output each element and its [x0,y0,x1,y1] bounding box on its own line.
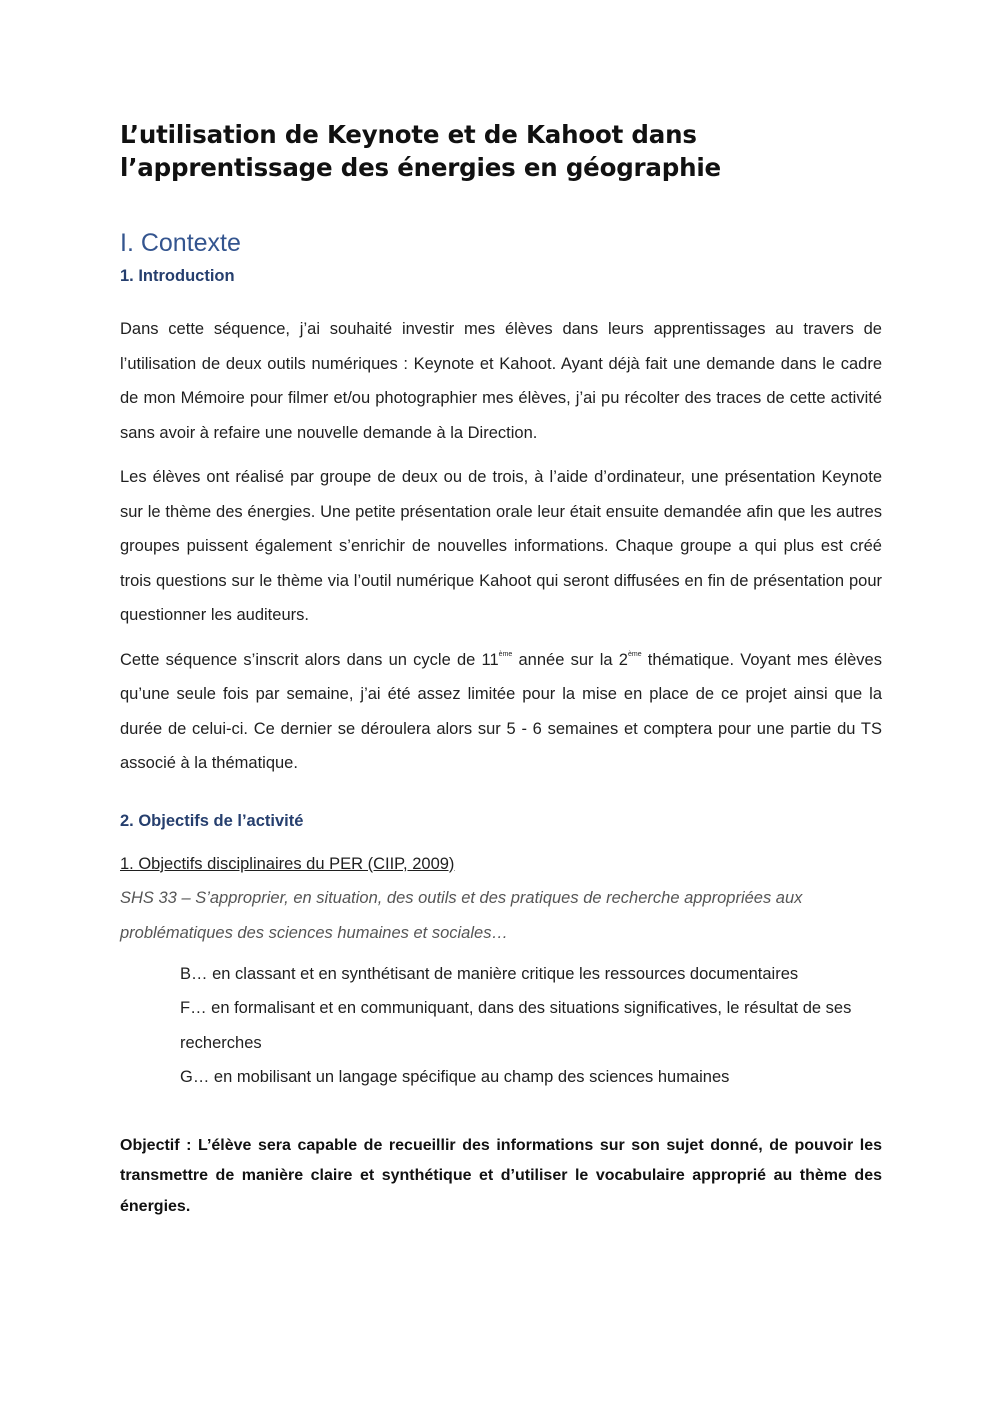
page-content [120,118,882,1222]
superscript-eme-2: ème [627,650,642,658]
objectives-list [180,957,882,1095]
subheading-introduction: 1. Introduction [120,267,235,285]
list-item: F… en formalisant et en communiquant, dans des situations significatives, le résultat de ses recherches [180,999,852,1052]
section-heading-contexte: I. Contexte [120,229,241,257]
paragraph3-part3: thématique. Voyant mes élèves qu’une seule fois par semaine, j’ai été assez limitée pour la mise en place de ce projet ainsi que la durée de celui-ci. Ce dernier se déroulera alors sur 5 - 6 semaines et comptera pour une partie du TS associé à la thématique. [120,650,882,772]
intro-paragraph-1: Dans cette séquence, j’ai souhaité investir mes élèves dans leurs apprentissages au travers de l’utilisation de deux outils numériques : Keynote et Kahoot. Ayant déjà fait une demande dans le cadre de mon Mémoire pour filmer et/ou photographier mes élèves, j’ai pu récolter des traces de cette activité sans avoir à refaire une nouvelle demande à la Direction. [120,320,882,442]
paragraph3-part1: Cette séquence s’inscrit alors dans un cycle de 11 [120,650,499,669]
subheading-objectifs-per: 1. Objectifs disciplinaires du PER (CIIP, 2009) [120,854,455,873]
list-item: G… en mobilisant un langage spécifique au champ des sciences humaines [180,1068,730,1086]
intro-paragraph-3 [120,643,882,781]
document-title: L’utilisation de Keynote et de Kahoot dans l’apprentissage des énergies en géographie [120,120,721,182]
shs-33-statement: SHS 33 – S’approprier, en situation, des outils et des pratiques de recherche appropriées aux problématiques des sciences humaines et sociales… [120,888,803,942]
list-item: B… en classant et en synthétisant de manière critique les ressources documentaires [180,964,799,983]
paragraph3-part2: année sur la 2 [512,650,628,669]
objective-statement: Objectif : L’élève sera capable de recueillir des informations sur son sujet donné, de pouvoir les transmettre de manière claire et synthétique et d’utiliser le vocabulaire approprié au thème des énergies. [120,1136,882,1215]
subheading-objectifs: 2. Objectifs de l’activité [120,811,304,830]
intro-paragraph-2: Les élèves ont réalisé par groupe de deux ou de trois, à l’aide d’ordinateur, une présentation Keynote sur le thème des énergies. Une petite présentation orale leur était ensuite demandée afin que les autres groupes puissent également s’enrichir de nouvelles informations. Chaque groupe a qui plus est créé trois questions sur le thème via l’outil numérique Kahoot qui seront diffusées en fin de présentation pour questionner les auditeurs. [120,468,882,624]
superscript-eme-1: ème [498,650,513,658]
